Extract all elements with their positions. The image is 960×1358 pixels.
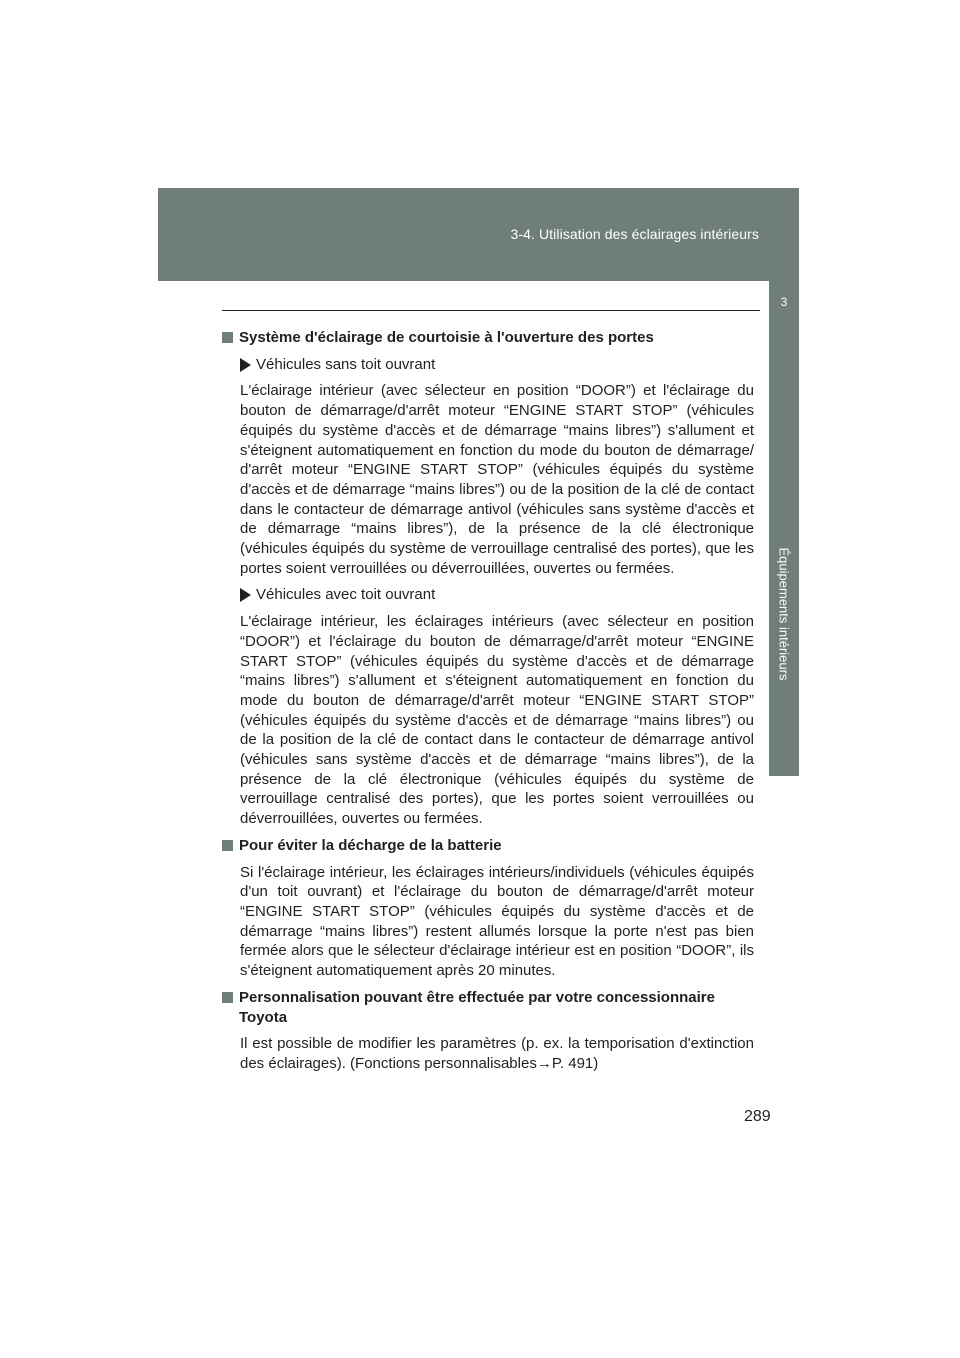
paragraph: Il est possible de modifier les paramètres (p. ex. la temporisation d'extinction des éclairages). (Fonctions personnalisables→P. 491): [240, 1035, 754, 1072]
header-band: [158, 188, 799, 281]
triangle-arrow-icon: [240, 358, 251, 372]
heading-text: Système d'éclairage de courtoisie à l'ouverture des portes: [239, 329, 654, 346]
page-content: [222, 328, 754, 1081]
section-heading: [222, 836, 754, 856]
heading-text: Personnalisation pouvant être effectuée par votre concessionnaire Toyota: [239, 988, 715, 1026]
paragraph: L'éclairage intérieur, les éclairages intérieurs (avec sélecteur en position “DOOR”) et l'éclairage du bouton de démarrage/d'arrêt moteur “ENGINE START STOP” (véhicules équipés du système d'accès et de démarrage “mains libres”) s'allument et s'éteignent automatiquement en fonction du mode du bouton de démarrage/d'arrêt moteur “ENGINE START STOP” (véhicules équipés du système d'accès et de démarrage “mains libres”) ou de la position de la clé de contact dans le contacteur de démarrage antivol (véhicules sans système d'accès et de démarrage “mains libres”), de la présence de la clé électronique (véhicules équipés du système de verrouillage centralisé des portes), que les portes soient verrouillées ou déverrouillées, ouvertes ou fermées.: [240, 613, 754, 828]
square-bullet-icon: [222, 332, 233, 343]
header-rule: [222, 310, 760, 311]
section-heading: [222, 988, 754, 1027]
sub-heading: [240, 355, 754, 375]
page-number: 289: [744, 1108, 771, 1125]
paragraph: L'éclairage intérieur (avec sélecteur en position “DOOR”) et l'éclairage du bouton de démarrage/d'arrêt moteur “ENGINE START STOP” (véhicules équipés du système d'accès et de démarrage “mains libres”) s'allument et s'éteignent automatiquement en fonction du mode du bouton de démarrage/ d'arrêt moteur “ENGINE START STOP” (véhicules équipés du système d'accès et de démarrage “mains libres”) ou de la position de la clé de contact dans le contacteur de démarrage antivol (véhicules sans système d'accès et de démarrage “mains libres”), de la présence de la clé électronique (véhicules équipés du système de verrouillage centralisé des portes), que les portes soient verrouillées ou déverrouillées, ouvertes ou fermées.: [240, 382, 754, 577]
triangle-arrow-icon: [240, 588, 251, 602]
sub-heading: [240, 585, 754, 605]
chapter-label: Équipements intérieurs: [776, 547, 792, 681]
chapter-side-tab: [769, 281, 799, 776]
chapter-number: 3: [780, 295, 788, 309]
square-bullet-icon: [222, 840, 233, 851]
sub-heading-text: Véhicules sans toit ouvrant: [256, 355, 436, 373]
paragraph: Si l'éclairage intérieur, les éclairages intérieurs/individuels (véhicules équipés d'un toit ouvrant) et l'éclairage du bouton de démarrage/d'arrêt moteur “ENGINE START STOP” (véhicules équipés du système d'accès et de démarrage “mains libres”) restent allumés lorsque la porte n'est pas bien fermée alors que le sélecteur d'éclairage intérieur est en position “DOOR”, ils s'éteignent automatiquement après 20 minutes.: [240, 863, 754, 980]
heading-text: Pour éviter la décharge de la batterie: [239, 836, 502, 854]
square-bullet-icon: [222, 992, 233, 1003]
section-title: 3-4. Utilisation des éclairages intérieurs: [510, 226, 759, 242]
sub-heading-text: Véhicules avec toit ouvrant: [256, 586, 436, 604]
section-heading: [222, 328, 754, 348]
